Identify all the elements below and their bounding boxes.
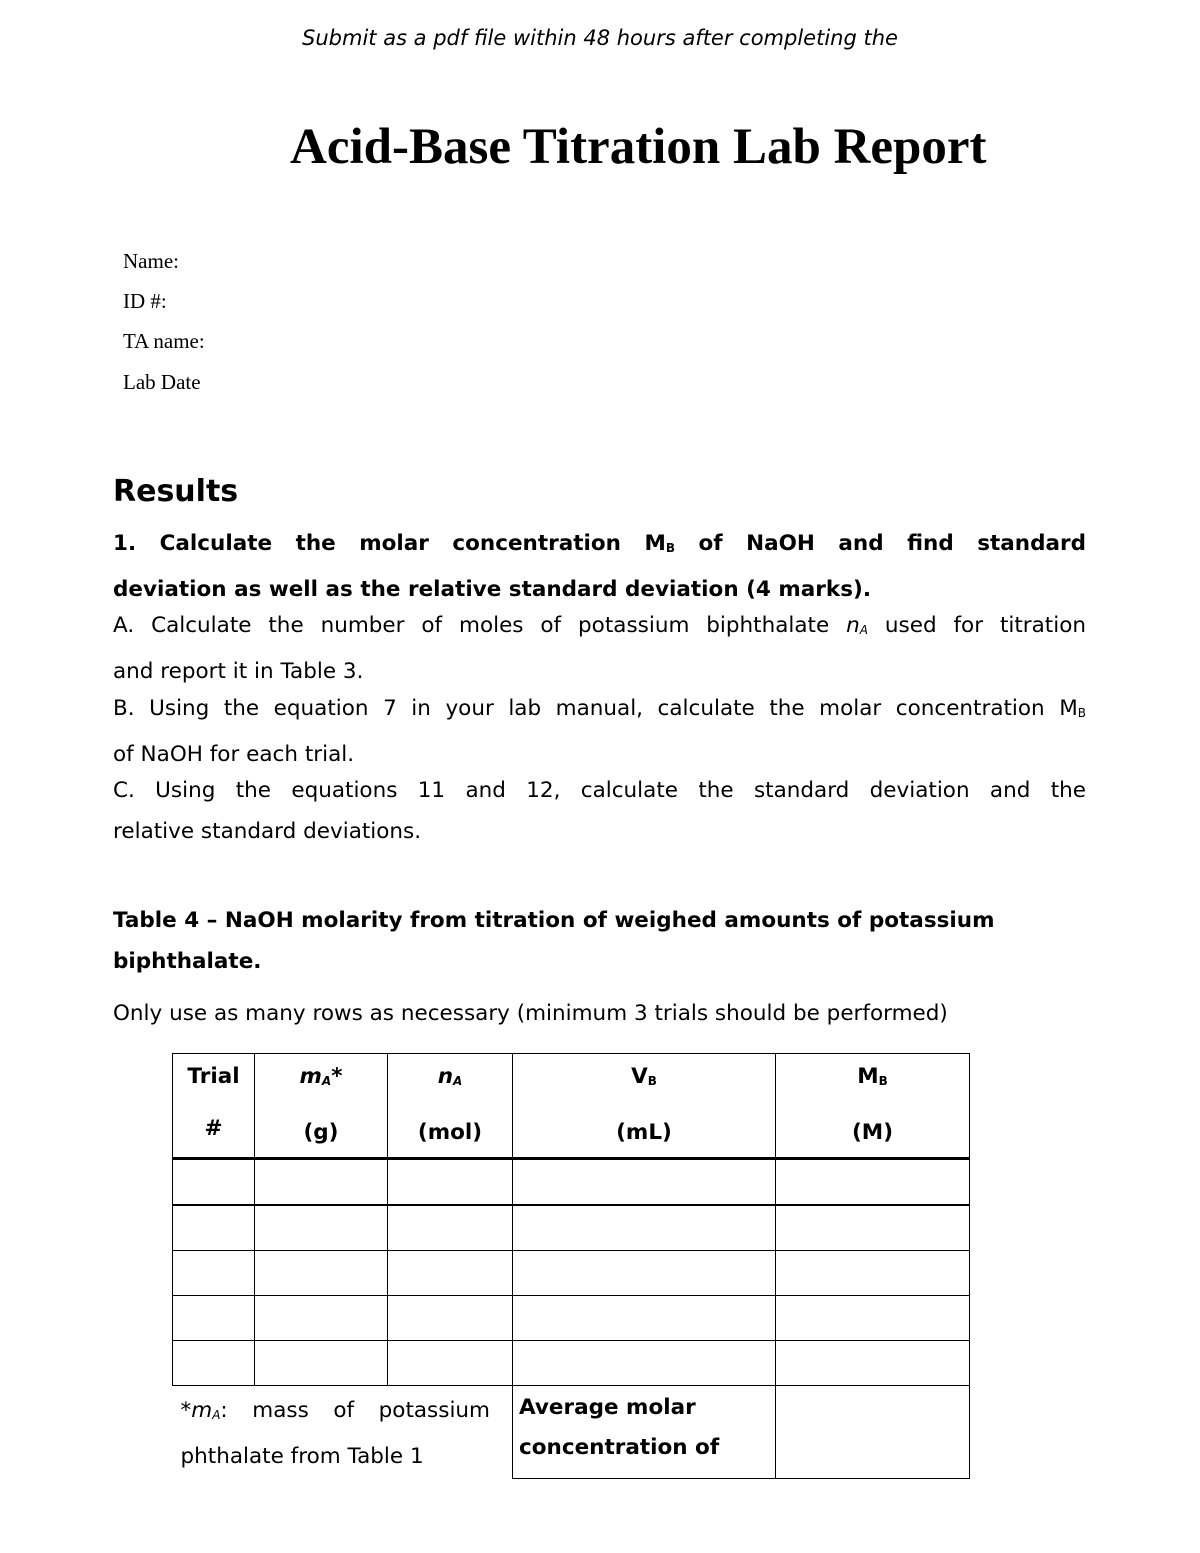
table-cell[interactable] bbox=[173, 1296, 255, 1341]
mass-footnote: $*m_A$: mass of potassium phthalate from Table 1 bbox=[173, 1386, 513, 1479]
average-row bbox=[173, 1386, 970, 1479]
rows-usage-note: Only use as many rows as necessary (minimum 3 trials should be performed) bbox=[113, 1001, 948, 1026]
name-field-label: Name: bbox=[123, 249, 179, 273]
part-a-line-2: and report it in Table 3. bbox=[113, 659, 364, 684]
table-row bbox=[173, 1296, 970, 1341]
table-cell[interactable] bbox=[173, 1205, 255, 1251]
table-cell[interactable] bbox=[513, 1159, 776, 1206]
part-c-line-1: C. Using the equations 11 and 12, calculate the standard deviation and the bbox=[113, 778, 1086, 803]
table-cell[interactable] bbox=[388, 1341, 513, 1386]
header-molarity: $M_B$ (M) bbox=[776, 1054, 970, 1159]
table-cell[interactable] bbox=[388, 1251, 513, 1296]
header-moles: $n_A$ (mol) bbox=[388, 1054, 513, 1159]
table-row bbox=[173, 1251, 970, 1296]
table-cell[interactable] bbox=[513, 1205, 776, 1251]
table-cell[interactable] bbox=[776, 1251, 970, 1296]
submission-note: Submit as a pdf file within 48 hours after completing the bbox=[302, 26, 898, 50]
table-cell[interactable] bbox=[776, 1205, 970, 1251]
part-a-line-1: A. Calculate the number of moles of potassium biphthalate $n_A$ used for titration bbox=[113, 613, 1086, 638]
part-c-line-2: relative standard deviations. bbox=[113, 819, 422, 844]
table-cell[interactable] bbox=[173, 1341, 255, 1386]
table-cell[interactable] bbox=[388, 1159, 513, 1206]
ta-name-field-label: TA name: bbox=[123, 329, 205, 353]
table-cell[interactable] bbox=[513, 1341, 776, 1386]
part-b bbox=[113, 688, 1086, 775]
question-1 bbox=[113, 523, 1086, 610]
naoh-molarity-table bbox=[172, 1053, 970, 1479]
table-cell[interactable] bbox=[513, 1251, 776, 1296]
part-a bbox=[113, 605, 1086, 692]
table-cell[interactable] bbox=[388, 1205, 513, 1251]
table-cell[interactable] bbox=[388, 1296, 513, 1341]
header-mass: $m_A*$ (g) bbox=[255, 1054, 388, 1159]
header-trial: Trial # bbox=[173, 1054, 255, 1159]
table-row bbox=[173, 1159, 970, 1206]
question-1-line-2: deviation as well as the relative standard deviation (4 marks). bbox=[113, 577, 871, 602]
question-1-line-1: 1. Calculate the molar concentration $M_B$ of NaOH and find standard bbox=[113, 531, 1086, 556]
part-c bbox=[113, 770, 1086, 852]
table-cell[interactable] bbox=[255, 1341, 388, 1386]
table-cell[interactable] bbox=[255, 1296, 388, 1341]
table-row bbox=[173, 1205, 970, 1251]
id-field-label: ID #: bbox=[123, 289, 167, 313]
report-title: Acid-Base Titration Lab Report bbox=[290, 119, 987, 175]
table-row bbox=[173, 1341, 970, 1386]
table-cell[interactable] bbox=[255, 1205, 388, 1251]
table-cell[interactable] bbox=[173, 1159, 255, 1206]
table-cell[interactable] bbox=[255, 1159, 388, 1206]
table-cell[interactable] bbox=[776, 1159, 970, 1206]
table-cell[interactable] bbox=[173, 1251, 255, 1296]
table-cell[interactable] bbox=[255, 1251, 388, 1296]
results-heading: Results bbox=[113, 474, 239, 509]
table-cell[interactable] bbox=[776, 1296, 970, 1341]
table-4-caption: Table 4 – NaOH molarity from titration of weighed amounts of potassium biphthalate. bbox=[113, 908, 995, 974]
header-volume: $V_B$ (mL) bbox=[513, 1054, 776, 1159]
table-cell[interactable] bbox=[776, 1341, 970, 1386]
part-b-line-2: of NaOH for each trial. bbox=[113, 742, 355, 767]
lab-date-field-label: Lab Date bbox=[123, 370, 201, 394]
average-molar-concentration-label: Average molar concentration of bbox=[513, 1386, 776, 1479]
part-b-line-1: B. Using the equation 7 in your lab manual, calculate the molar concentration $M_B$ bbox=[113, 696, 1086, 721]
table-cell[interactable] bbox=[513, 1296, 776, 1341]
average-molar-concentration-value[interactable] bbox=[776, 1386, 970, 1479]
